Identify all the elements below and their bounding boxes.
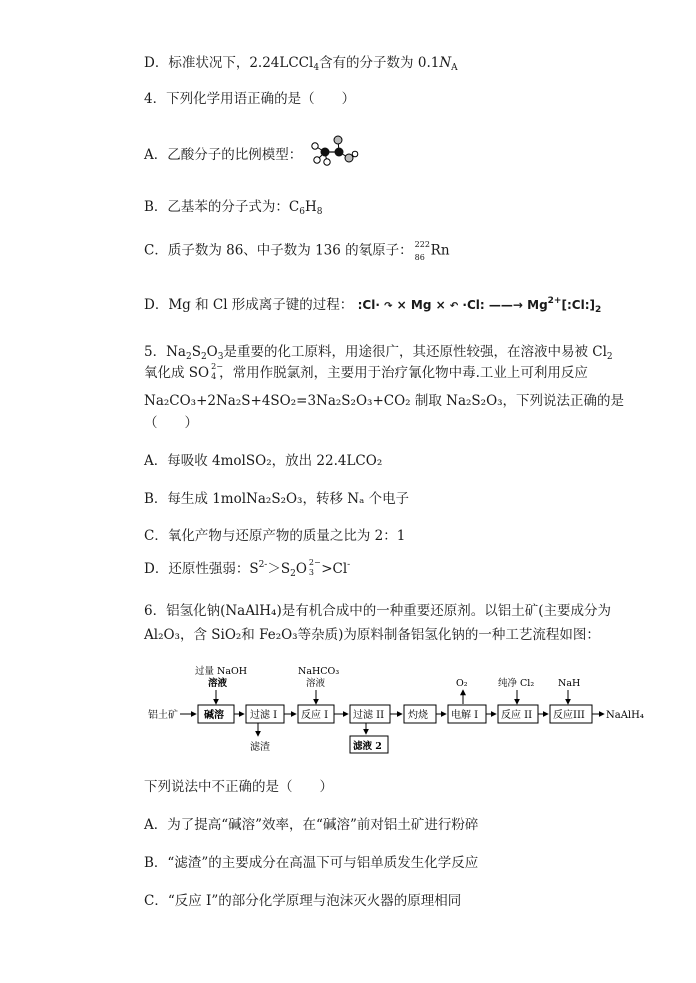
flow-product: NaAlH₄ — [606, 710, 644, 721]
q5-stem-line-4: （ ） — [144, 415, 198, 431]
q3-option-d: D．标准状况下，2.24LCCl$_4$含有的分子数为 $0.1N_A$ — [144, 55, 458, 73]
flow-reagent-nah: NaH — [558, 678, 581, 689]
flow-reagent-naoh-solution: 溶液 — [208, 678, 228, 689]
flow-reagent-cl2: 纯净 Cl₂ — [498, 678, 535, 689]
flow-waste-residue: 滤渣 — [250, 742, 270, 753]
q5-stem-line-1: 5．$Na_2S_2O_3$是重要的化工原料，用途很广，其还原性较强，在溶液中易被 $Cl_2$ — [144, 344, 613, 362]
q5-option-b: B．每生成 1molNa₂S₂O₃，转移 Nₐ 个电子 — [144, 491, 410, 507]
q5-stem-line-2: 氧化成 SO 2− 4 ，常用作脱氯剂，主要用于治疗氰化物中毒.工业上可利用反应 — [144, 362, 588, 381]
flow-reagent-naoh: 过量 NaOH — [195, 666, 248, 677]
flow-box-filter-1-label: 过滤 I — [250, 710, 278, 721]
q6-option-c: C．“反应 I”的部分化学原理与泡沫灭火器的原理相同 — [144, 893, 462, 909]
q4-option-a: A．乙酸分子的比例模型： — [144, 147, 303, 163]
q5-stem-line-3: Na₂CO₃+2Na₂S+4SO₂=3Na₂S₂O₃+CO₂ 制取 Na₂S₂O₃，下列说法正确的是 — [144, 393, 625, 409]
q6-option-b: B．“滤渣”的主要成分在高温下可与铝单质发生化学反应 — [144, 855, 479, 871]
flow-box-filter-2-label: 过滤 II — [353, 710, 385, 721]
q4-option-d: D．Mg 和 Cl 形成离子键的过程： :Cl· ↷ × Mg × ↶ ·Cl: ——→ $Mg^{2+}[:Cl:]_2$ — [144, 296, 602, 315]
q6-stem-line-2: Al₂O₃，含 SiO₂和 Fe₂O₃等杂质)为原料制备铝氢化钠的一种工艺流程如图： — [144, 627, 600, 643]
flow-box-reaction-3-label: 反应III — [553, 710, 585, 721]
q5-option-a: A．每吸收 4molSO₂，放出 22.4LCO₂ — [144, 453, 383, 469]
q6-option-a: A．为了提高“碱溶”效率，在“碱溶”前对铝土矿进行粉碎 — [144, 817, 479, 833]
flow-box-reaction-1-label: 反应 I — [301, 710, 329, 721]
q5-option-c: C．氧化产物与还原产物的质量之比为 2：1 — [144, 528, 406, 544]
flow-box-alkali-dissolve-label: 碱溶 — [204, 710, 224, 721]
flow-box-filtrate-2-label: 滤液 2 — [353, 741, 382, 752]
q4-option-b: B．乙基苯的分子式为：$C_6H_8$ — [144, 199, 323, 217]
q6-question: 下列说法中不正确的是（ ） — [144, 779, 333, 795]
q4-stem: 4．下列化学用语正确的是（ ） — [144, 91, 356, 107]
flow-box-reaction-2-label: 反应 II — [501, 710, 533, 721]
q4-option-c: C．质子数为 86、中子数为 136 的氡原子： 222 86 Rn — [144, 240, 450, 262]
process-flow-diagram — [140, 660, 660, 760]
flow-reagent-nahco3: NaHCO₃ — [298, 666, 340, 677]
q6-stem-line-1: 6．铝氢化钠(NaAlH₄)是有机合成中的一种重要还原剂。以铝土矿(主要成分为 — [144, 603, 612, 619]
flow-gas-o2: O₂ — [456, 678, 468, 689]
flow-box-calcine-label: 灼烧 — [408, 710, 428, 721]
q5-option-d: D．还原性强弱：$S^{2-}>S_2O$ 2− 3 >Cl- — [144, 558, 351, 579]
acetic-acid-model-image — [305, 132, 361, 168]
flow-start-label: 铝土矿 — [148, 710, 178, 721]
flow-reagent-nahco3-solution: 溶液 — [306, 678, 326, 689]
flow-box-electrolysis-1-label: 电解 I — [451, 710, 479, 721]
